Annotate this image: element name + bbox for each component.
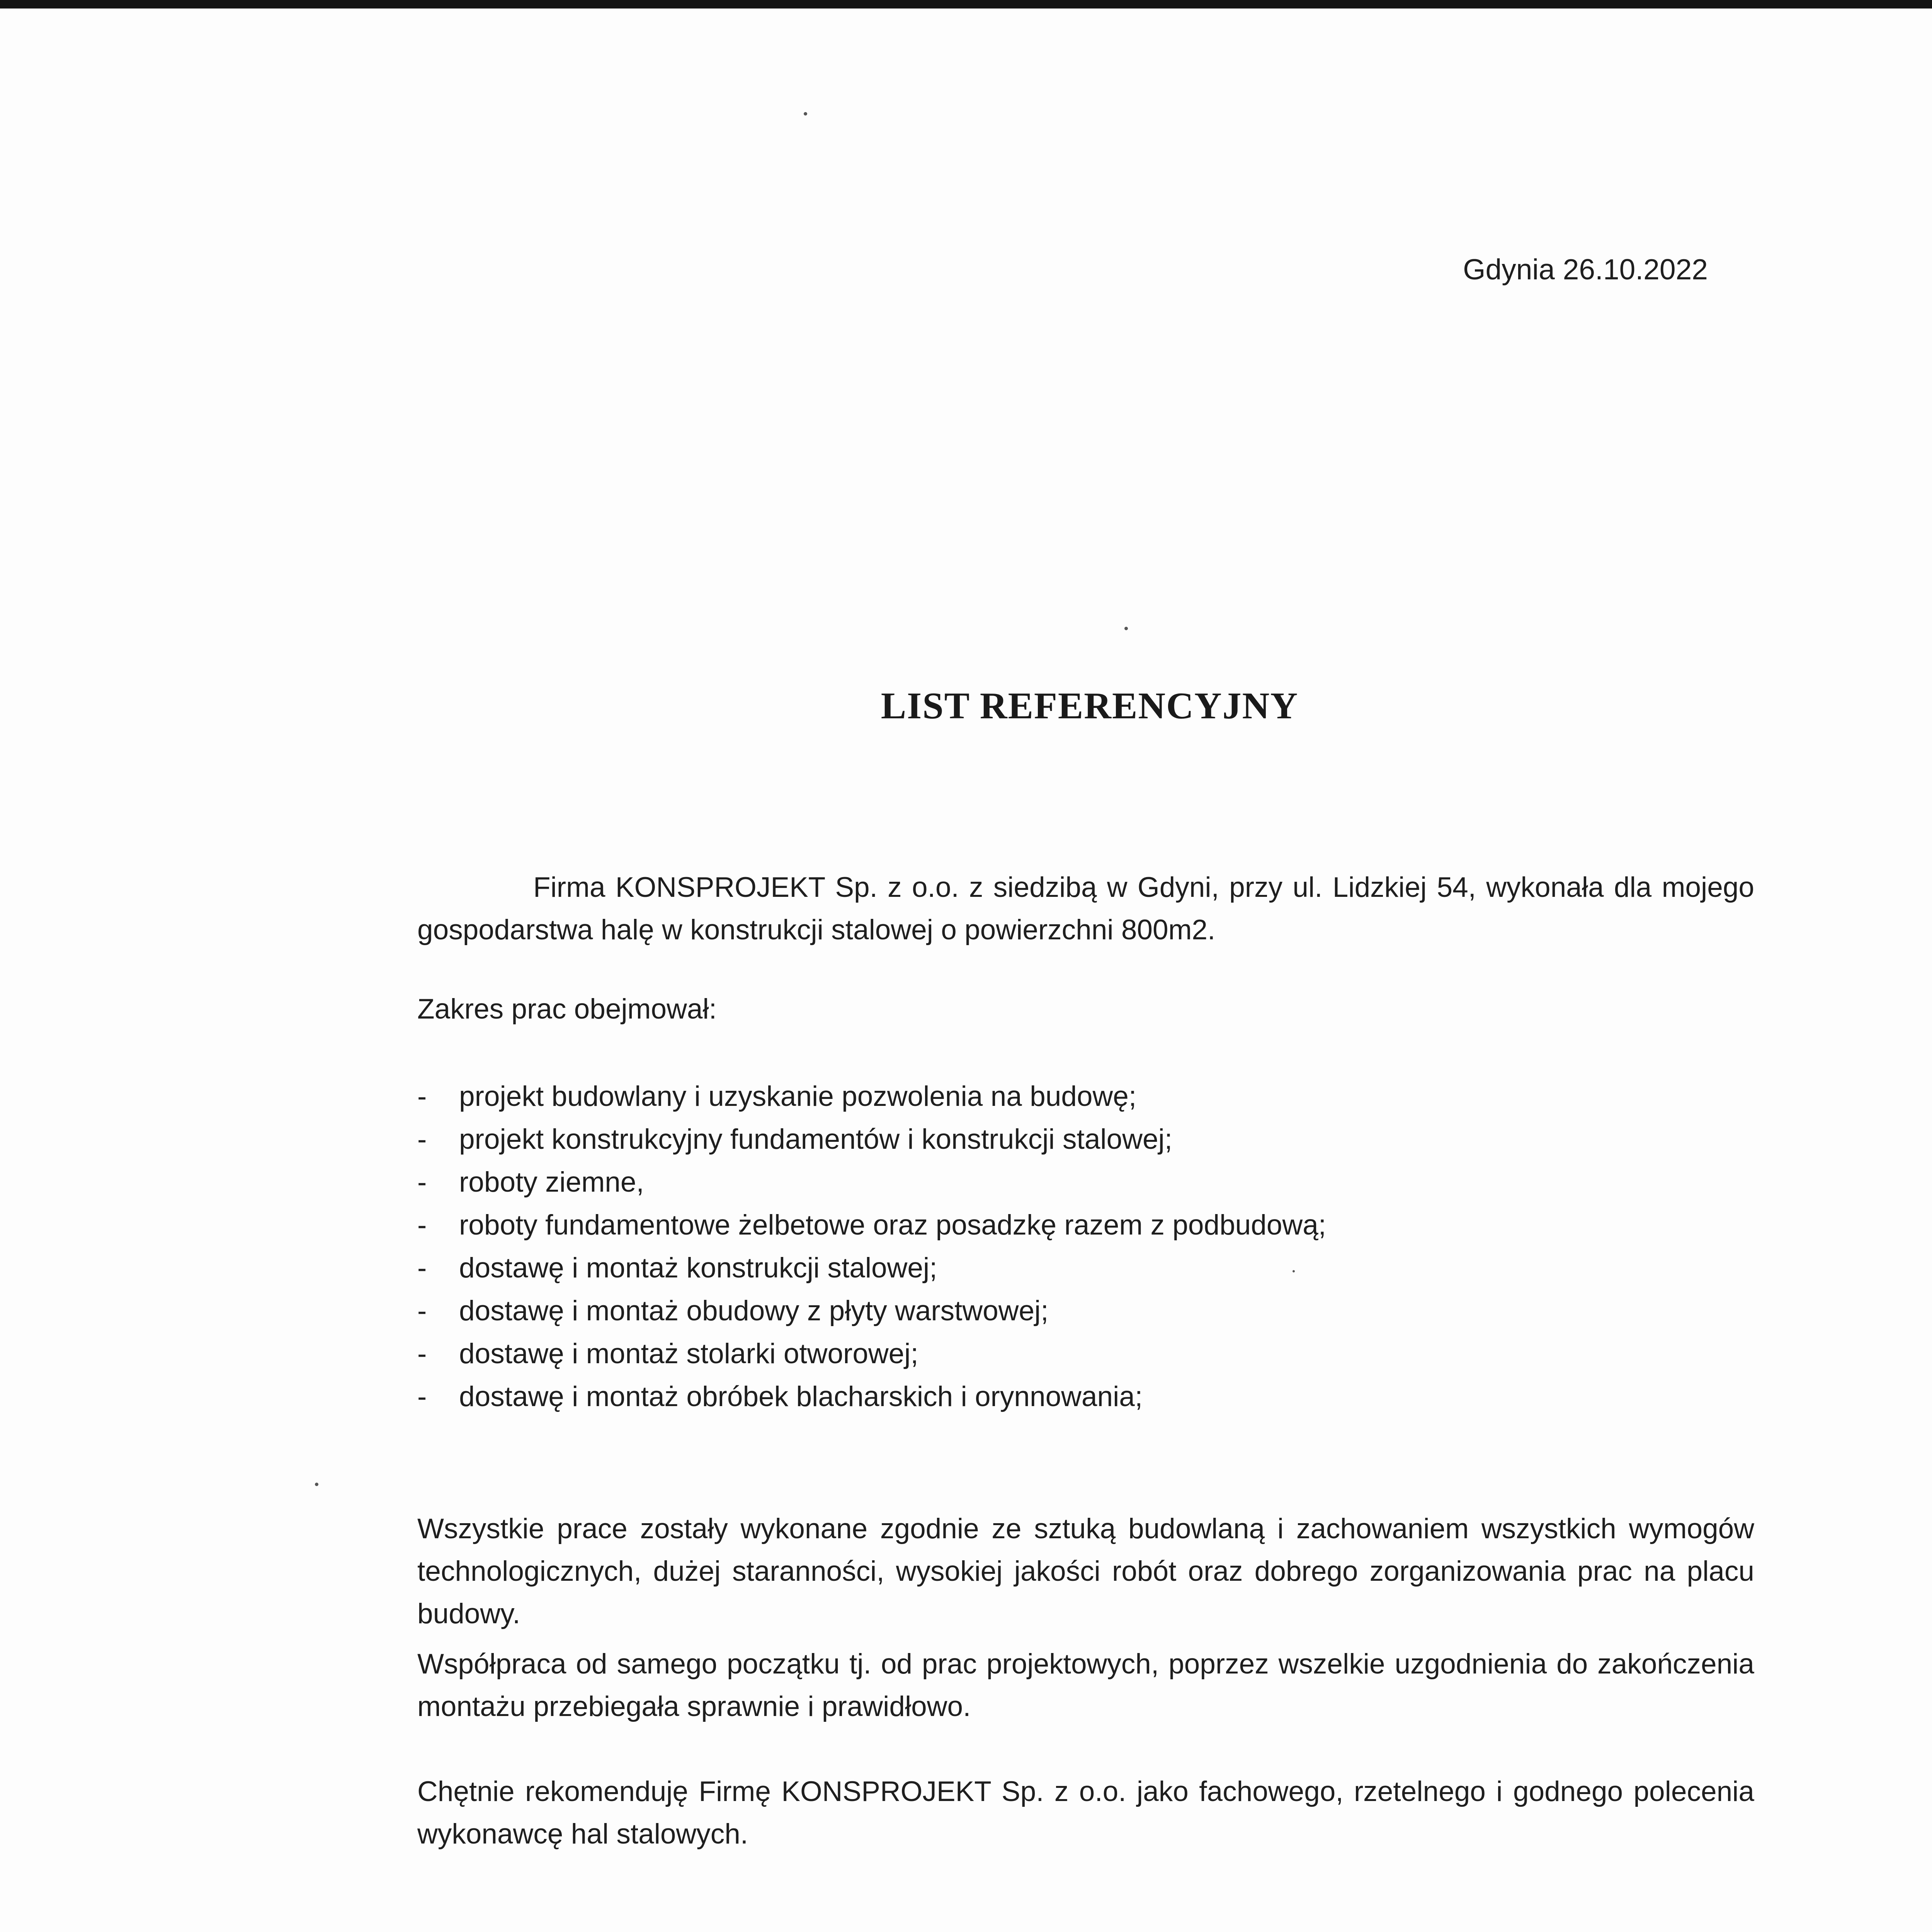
scope-item: - dostawę i montaż konstrukcji stalowej; (417, 1247, 1770, 1289)
cooperation-paragraph: Współpraca od samego początku tj. od prac projektowych, poprzez wszelkie uzgodnienia do zakończenia montażu przebiegała sprawnie i prawidłowo. (417, 1648, 1754, 1722)
scope-item: - dostawę i montaż obudowy z płyty warstwowej; (417, 1289, 1770, 1332)
recommendation-paragraph: Chętnie rekomenduję Firmę KONSPROJEKT Sp. z o.o. jako fachowego, rzetelnego i godnego polecenia wykonawcę hal stalowych. (417, 1776, 1754, 1850)
scope-item: - roboty ziemne, (417, 1161, 1770, 1204)
scan-speck (1124, 627, 1128, 630)
scope-heading: Zakres prac obejmował: (417, 993, 717, 1025)
intro-paragraph: Firma KONSPROJEKT Sp. z o.o. z siedzibą w Gdyni, przy ul. Lidzkiej 54, wykonała dla mojego gospodarstwa halę w konstrukcji stalowej o powierzchni 800m2. (417, 872, 1754, 946)
scope-item: - dostawę i montaż stolarki otworowej; (417, 1332, 1770, 1375)
scan-speck (315, 1483, 318, 1486)
place-date: Gdynia 26.10.2022 (1463, 253, 1708, 286)
work-quality-paragraph: Wszystkie prace zostały wykonane zgodnie ze sztuką budowlaną i zachowaniem wszystkich wymogów technologicznych, dużej staranności, wysokiej jakości robót oraz dobrego zorganizowania prac na placu budowy. (417, 1513, 1754, 1629)
letter-title: LIST REFERENCYJNY (881, 685, 1299, 727)
scope-item: - projekt konstrukcyjny fundamentów i konstrukcji stalowej; (417, 1118, 1770, 1161)
scan-speck (804, 112, 807, 116)
scope-item: - projekt budowlany i uzyskanie pozwolenia na budowę; (417, 1075, 1770, 1118)
scope-item: - dostawę i montaż obróbek blacharskich i orynnowania; (417, 1375, 1770, 1418)
scope-list (417, 1075, 1770, 1418)
scope-item: - roboty fundamentowe żelbetowe oraz posadzkę razem z podbudową; (417, 1204, 1770, 1247)
scan-speck (1293, 1270, 1295, 1272)
